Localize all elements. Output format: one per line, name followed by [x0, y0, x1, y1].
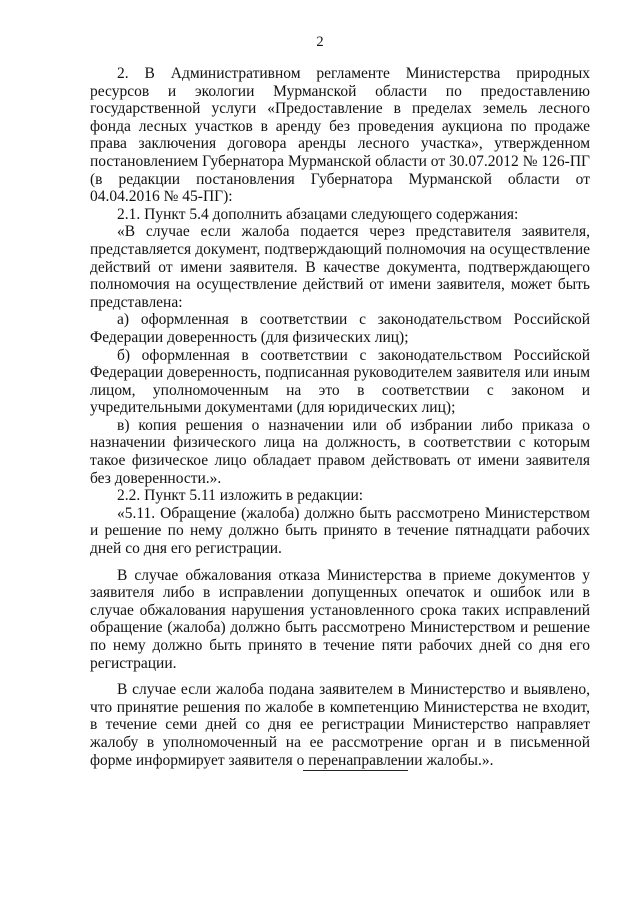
- paragraph-appeal-refusal: В случае обжалования отказа Министерства в приеме документов у заявителя либо в исправлении допущенных опечаток и ошибок или в случае обжалования нарушения установленного срока таких исправлений обращение (жалоба) должно быть рассмотрено Министерством и решение по нему должно быть принято в течение пяти рабочих дней со дня его регистрации.: [90, 566, 590, 672]
- page-number: 2: [316, 34, 324, 50]
- paragraph-subitem-a: а) оформленная в соответствии с законодательством Российской Федерации доверенность (для физических лиц);: [90, 311, 590, 346]
- paragraph-redirect-complaint: В случае если жалоба подана заявителем в Министерство и выявлено, что принятие решения по жалобе в компетенцию Министерства не входит, в течение семи дней со дня ее регистрации Министерство направляет жалобу в уполномоченный на ее рассмотрение орган и в письменной форме информирует заявителя о перенаправлении жалобы.».: [90, 681, 590, 769]
- paragraph-subitem-c: в) копия решения о назначении или об избрании либо приказа о назначении физического лица на должность, в соответствии с которым такое физическое лицо обладает правом действовать от имени заявителя без доверенности.».: [90, 416, 590, 487]
- paragraph-representative-intro: «В случае если жалоба подается через представителя заявителя, представляется документ, подтверждающий полномочия на осуществление действий от имени заявителя. В качестве документа, подтверждающего полномочия на осуществление действий от имени заявителя, может быть представлена:: [90, 223, 590, 311]
- closing-divider-line: [303, 770, 408, 771]
- paragraph-subitem-b: б) оформленная в соответствии с законодательством Российской Федерации доверенность, подписанная руководителем заявителя или иным лицом, уполномоченным на это в соответствии с законом и учредительными документами (для юридических лиц);: [90, 346, 590, 417]
- paragraph-item-2: 2. В Административном регламенте Министерства природных ресурсов и экологии Мурманской области по предоставлению государственной услуги «Предоставление в пределах земель лесного фонда лесных участков в аренду без проведения аукциона по продаже права заключения договора аренды лесного участка», утвержденном постановлением Губернатора Мурманской области от 30.07.2012 № 126-ПГ (в редакции постановления Губернатора Мурманской области от 04.04.2016 № 45-ПГ):: [90, 65, 590, 206]
- paragraph-clause-5-11: «5.11. Обращение (жалоба) должно быть рассмотрено Министерством и решение по нему должно быть принято в течение пятнадцати рабочих дней со дня его регистрации.: [90, 504, 590, 558]
- paragraph-item-2-1: 2.1. Пункт 5.4 дополнить абзацами следующего содержания:: [117, 205, 519, 223]
- paragraph-item-2-2: 2.2. Пункт 5.11 изложить в редакции:: [117, 487, 364, 505]
- document-body: [90, 65, 590, 769]
